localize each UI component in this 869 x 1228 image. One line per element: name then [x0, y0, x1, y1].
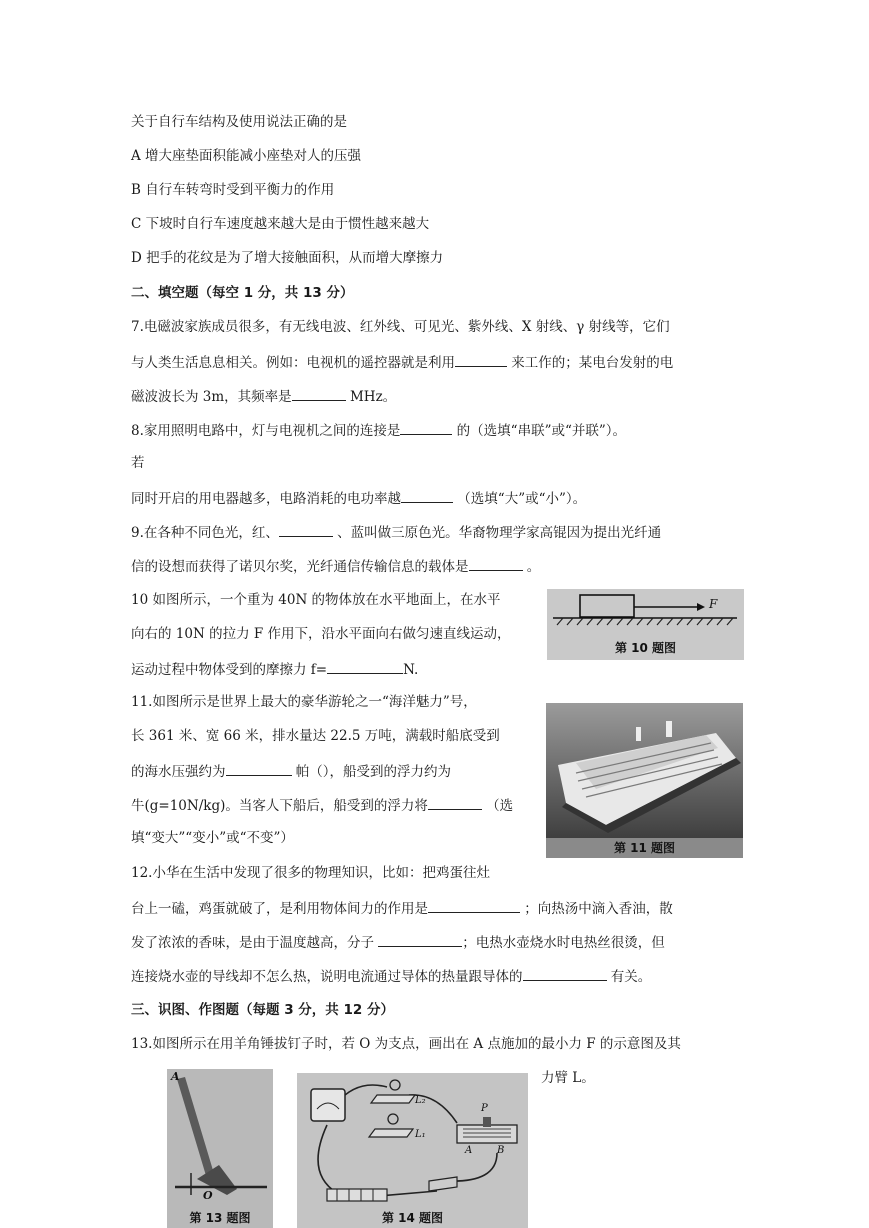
- q12-line4: [131, 966, 651, 986]
- q9-line1: [131, 522, 661, 542]
- q7-line2: [131, 352, 673, 372]
- q14-battery: [327, 1189, 387, 1201]
- q14-rheostat: [457, 1125, 517, 1143]
- q14-slider: [483, 1117, 491, 1127]
- q11-figure: [546, 703, 743, 858]
- q7-line3: [131, 386, 396, 406]
- q7-blank-1[interactable]: [455, 352, 507, 367]
- q7-text-d: MHz。: [345, 389, 397, 405]
- q9-text-c: 信的设想而获得了诺贝尔奖，光纤通信传输信息的载体是: [131, 559, 469, 575]
- q12-text-b: ；向热汤中滴入香油，散: [520, 901, 673, 917]
- q6-option-a: A 增大座垫面积能减小座垫对人的压强: [131, 148, 362, 164]
- q14-figure: [297, 1073, 528, 1228]
- q14-switch: [429, 1177, 457, 1191]
- q10-block: [580, 595, 634, 617]
- q10-text-b: N.: [403, 662, 419, 678]
- q6-option-b: B 自行车转弯时受到平衡力的作用: [131, 182, 335, 198]
- q12-blank-2[interactable]: [378, 932, 462, 947]
- q11-text-d: （选: [481, 798, 514, 814]
- q11-text-c: 牛(g=10N/kg)。当客人下船后，船受到的浮力将: [131, 798, 428, 814]
- q10-ground-hatch: [557, 618, 733, 625]
- q8-text-b: 的（选填“串联”或“并联”）。: [452, 423, 627, 439]
- q8-text-c: 同时开启的用电器越多，电路消耗的电功率越: [131, 491, 401, 507]
- q12-text-a: 台上一磕，鸡蛋就破了，是利用物体间力的作用是: [131, 901, 428, 917]
- q12-blank-1[interactable]: [428, 898, 520, 913]
- q8-blank-2[interactable]: [401, 488, 453, 503]
- q13-label-a: A: [171, 1070, 180, 1083]
- q11-line2: 长 361 米、宽 66 米，排水量达 22.5 万吨，满载时船底受到: [131, 728, 500, 744]
- q10-label-f: F: [709, 597, 718, 611]
- q13-line2: 力臂 L。: [541, 1070, 595, 1086]
- q14-label-l1: L₁: [415, 1129, 426, 1140]
- q14-label-a: A: [465, 1145, 473, 1156]
- q14-bulb-l1: [388, 1114, 398, 1124]
- q8-line2: 若: [131, 455, 145, 471]
- q9-text-d: 。: [522, 559, 541, 575]
- q14-circuit-diagram: [297, 1073, 528, 1208]
- q12-blank-3[interactable]: [523, 966, 607, 981]
- q13-figure: [167, 1069, 273, 1228]
- q9-text-a: 9.在各种不同色光，红、: [131, 525, 279, 541]
- q6-option-d: D 把手的花纹是为了增大接触面积，从而增大摩擦力: [131, 250, 444, 266]
- q7-line1: 7.电磁波家族成员很多，有无线电波、红外线、可见光、紫外线、X 射线、γ 射线等，它们: [131, 319, 670, 335]
- q10-line2: 向右的 10N 的拉力 F 作用下，沿水平面向右做匀速直线运动，: [131, 626, 511, 642]
- q10-line1: 10 如图所示，一个重为 40N 的物体放在水平地面上，在水平: [131, 592, 501, 608]
- q11-line3: [131, 761, 451, 781]
- q10-line3: [131, 659, 418, 679]
- q10-blank[interactable]: [327, 659, 403, 674]
- q13-label-o: O: [203, 1189, 213, 1202]
- q9-text-b: 、蓝叫做三原色光。华裔物理学家高锟因为提出光纤通: [332, 525, 662, 541]
- q8-text-d: （选填“大”或“小”）。: [453, 491, 587, 507]
- q11-line5: 填“变大”“变小”或“不变”）: [131, 830, 294, 846]
- q11-line4: [131, 795, 513, 815]
- q9-blank-2[interactable]: [469, 556, 523, 571]
- q7-text-c: 磁波波长为 3m，其频率是: [131, 389, 292, 405]
- q13-caption: 第 13 题图: [189, 1211, 251, 1225]
- q14-bulb-l2: [390, 1080, 400, 1090]
- q11-caption: 第 11 题图: [546, 839, 743, 856]
- q12-text-d: ；电热水壶烧水时电热丝很烫，但: [462, 935, 665, 951]
- q12-line1: 12.小华在生活中发现了很多的物理知识，比如：把鸡蛋往灶: [131, 865, 490, 881]
- q8-text-a: 8.家用照明电路中，灯与电视机之间的连接是: [131, 423, 401, 439]
- q11-blank-1[interactable]: [226, 761, 292, 776]
- q11-blank-2[interactable]: [428, 795, 482, 810]
- q9-blank-1[interactable]: [279, 522, 333, 537]
- q10-caption: 第 10 题图: [614, 641, 677, 655]
- q13-hammer-diagram: [167, 1069, 273, 1209]
- q7-text-b: 来工作的；某电台发射的电: [507, 355, 674, 371]
- q12-text-f: 有关。: [606, 969, 652, 985]
- q13-hammer-handle: [177, 1077, 215, 1179]
- q12-text-c: 发了浓浓的香味，是由于温度越高，分子: [131, 935, 374, 951]
- section3-title: 三、识图、作图题（每题 3 分，共 12 分）: [131, 1002, 394, 1018]
- q7-blank-2[interactable]: [292, 386, 346, 401]
- q7-text-a: 与人类生活息息相关。例如：电视机的遥控器就是利用: [131, 355, 455, 371]
- q11-text-b: 帕（），船受到的浮力约为: [291, 764, 452, 780]
- q11-text-a: 的海水压强约为: [131, 764, 226, 780]
- q14-caption: 第 14 题图: [381, 1211, 444, 1225]
- q10-figure: [547, 589, 744, 660]
- q12-text-e: 连接烧水壶的导线却不怎么热，说明电流通过导体的热量跟导体的: [131, 969, 523, 985]
- section2-title: 二、填空题（每空 1 分，共 13 分）: [131, 285, 354, 301]
- q6-stem: 关于自行车结构及使用说法正确的是: [131, 114, 347, 130]
- q14-label-l2: L₂: [415, 1095, 426, 1106]
- q14-label-b: B: [497, 1145, 505, 1156]
- q12-line3: [131, 932, 665, 952]
- q8-line1: [131, 420, 626, 440]
- q8-line3: [131, 488, 586, 508]
- q13-line1: 13.如图所示在用羊角锤拔钉子时，若 O 为支点，画出在 A 点施加的最小力 F 的示意图及其: [131, 1036, 681, 1052]
- q11-ship-photo: [546, 703, 743, 838]
- q8-blank-1[interactable]: [400, 420, 452, 435]
- q9-line2: [131, 556, 540, 576]
- q11-line1: 11.如图所示是世界上最大的豪华游轮之一“海洋魅力”号，: [131, 694, 477, 710]
- q10-text-a: 运动过程中物体受到的摩擦力 f=: [131, 662, 328, 678]
- q10-arrow-head: [697, 603, 705, 611]
- q12-line2: [131, 898, 673, 918]
- q14-meter: [311, 1089, 345, 1121]
- q6-option-c: C 下坡时自行车速度越来越大是由于惯性越来越大: [131, 216, 430, 232]
- q14-label-p: P: [481, 1103, 488, 1114]
